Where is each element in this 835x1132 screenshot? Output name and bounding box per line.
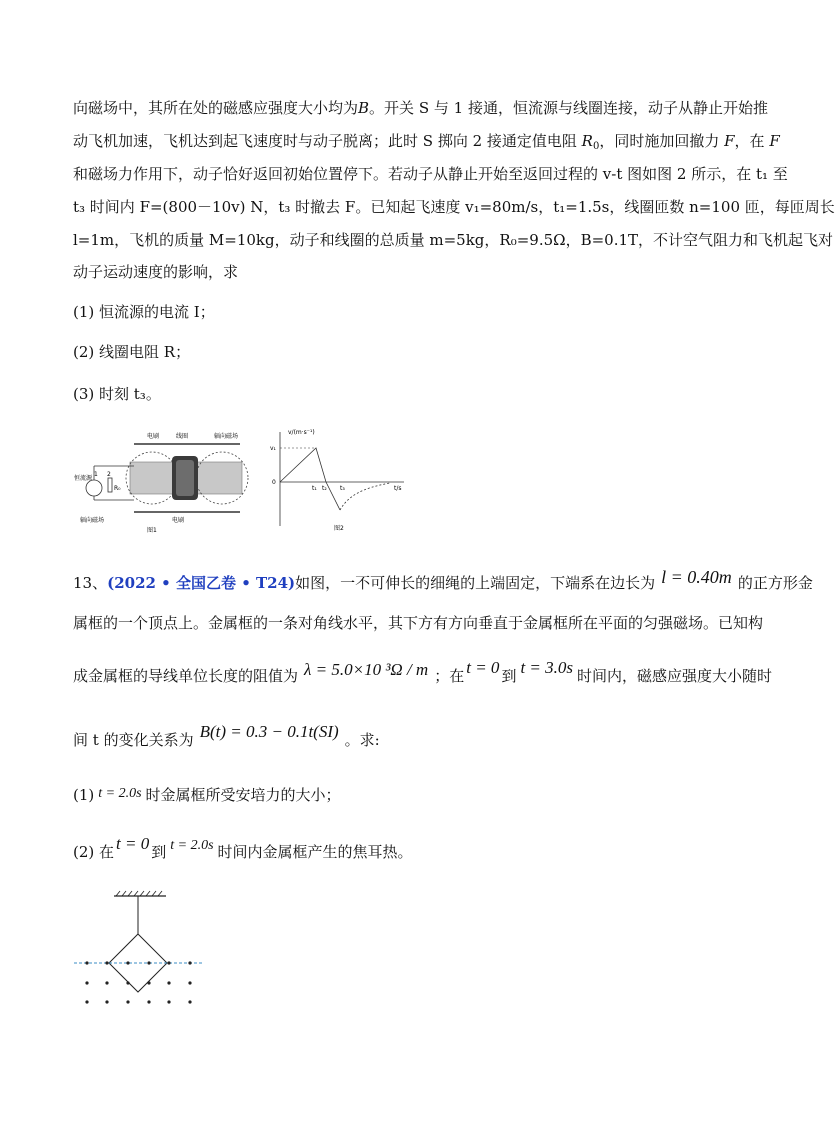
figure-3-metal-frame	[70, 890, 210, 1015]
p13-math-t0b: t = 0	[116, 834, 150, 853]
p12-var-f: F	[724, 132, 735, 150]
p13-text: 。求:	[344, 731, 380, 749]
p13-text: 的正方形金	[737, 574, 813, 592]
fig1-label-source: 恒流源	[74, 475, 93, 482]
fig2-caption: 图2	[334, 525, 344, 532]
p13-text: 成金属框的导线单位长度的阻值为	[73, 667, 299, 685]
p13-line-1	[73, 567, 813, 593]
p13-q1-num: (1)	[73, 786, 95, 804]
p12-line-3: 和磁场力作用下，动子恰好返回初始位置停下。若动子从静止开始至返回过程的 v-t 图如图 2 所示，在 t₁ 至	[73, 165, 788, 183]
p13-math-t2b: t = 2.0s	[170, 838, 214, 853]
p12-text: ，同时施加回撤力	[599, 132, 725, 150]
p12-text: 。开关 S 与 1 接通，恒流源与线圈连接，动子从静止开始推	[369, 99, 768, 117]
fig1-switch-1: 1	[94, 471, 98, 478]
p12-line-5: l=1m，飞机的质量 M=10kg，动子和线圈的总质量 m=5kg，R₀=9.5Ω，B=0.1T，不计空气阻力和飞机起飞对	[73, 231, 834, 249]
p12-var-b: B	[358, 99, 370, 117]
fig1-label-brush-top: 电刷	[147, 433, 160, 440]
p13-text: 时间内，磁感应强度大小随时	[577, 667, 773, 685]
figure-2-vt-graph	[270, 426, 410, 538]
p12-line-1	[73, 98, 768, 118]
fig2-tick-t2: t₂	[322, 485, 327, 492]
figure-1-railgun	[72, 428, 272, 540]
fig1-switch-2: 2	[107, 471, 111, 478]
p12-question-2: (2) 线圈电阻 R；	[73, 343, 191, 361]
p13-text: 间 t 的变化关系为	[73, 731, 194, 749]
fig2-origin: 0	[272, 479, 276, 486]
p12-line-6: 动子运动速度的影响，求	[73, 263, 239, 281]
p13-source: (2022 • 全国乙卷 • T24)	[107, 574, 296, 592]
p13-line-3	[73, 658, 773, 686]
p13-question-2	[73, 834, 413, 864]
p12-text: 动飞机加速，飞机达到起飞速度时与动子脱离；此时 S 掷向 2 接通定值电阻	[73, 132, 582, 150]
p13-text: ；在	[434, 667, 465, 685]
p12-var-r: R	[581, 132, 593, 150]
p13-number: 13、	[73, 574, 108, 592]
fig1-label-field-bottom: 辐向磁场	[80, 517, 105, 524]
fig1-label-r0: R₀	[114, 485, 121, 492]
fig1-label-field-top: 辐向磁场	[214, 433, 239, 440]
p13-math-t0: t = 0	[466, 658, 500, 677]
p13-math-lambda: λ = 5.0×10 ³Ω / m	[304, 660, 429, 679]
p13-text: 到	[501, 667, 517, 685]
fig1-caption: 图1	[147, 527, 157, 534]
p12-text: 向磁场中，其所在处的磁感应强度大小均为	[73, 99, 359, 117]
p12-question-1: (1) 恒流源的电流 I；	[73, 303, 215, 321]
fig1-label-coil: 线圈	[176, 433, 189, 440]
p13-question-1	[73, 785, 341, 807]
p12-question-3: (3) 时刻 t₃。	[73, 385, 161, 403]
p13-text: 到	[151, 843, 167, 861]
p13-math-l: l = 0.40m	[661, 567, 732, 587]
fig2-tick-v1: v₁	[270, 445, 276, 452]
p12-sub: 0	[592, 141, 600, 152]
p13-math-bt: B(t) = 0.3 − 0.1t(SI)	[199, 722, 339, 741]
p13-math-t2: t = 2.0s	[98, 786, 142, 801]
p13-line-2: 属框的一个顶点上。金属框的一条对角线水平，其下方有方向垂直于金属框所在平面的匀强磁场。已知构	[73, 614, 764, 632]
p13-q2-text: 时间内金属框产生的焦耳热。	[217, 843, 413, 861]
fig1-label-brush-bottom: 电刷	[172, 517, 185, 524]
p13-text: 如图，一不可伸长的细绳的上端固定，下端系在边长为	[295, 574, 656, 592]
p12-line-4: t₃ 时间内 F=(800－10v) N，t₃ 时撤去 F。已知起飞速度 v₁=80m/s，t₁=1.5s，线圈匝数 n=100 匝，每匝周长	[73, 198, 835, 216]
p13-q2-num: (2) 在	[73, 843, 115, 861]
p12-text: ，在	[734, 132, 770, 150]
fig2-tick-t3: t₃	[340, 485, 345, 492]
p13-line-4	[73, 722, 380, 750]
p12-line-2	[73, 131, 780, 157]
p12-var-f: F	[769, 132, 780, 150]
p13-q1-text: 时金属框所受安培力的大小；	[145, 786, 341, 804]
fig2-y-label: v/(m·s⁻¹)	[288, 429, 315, 436]
fig2-tick-t1: t₁	[312, 485, 317, 492]
fig2-x-label: t/s	[394, 485, 402, 492]
p13-math-t3: t = 3.0s	[520, 658, 574, 677]
